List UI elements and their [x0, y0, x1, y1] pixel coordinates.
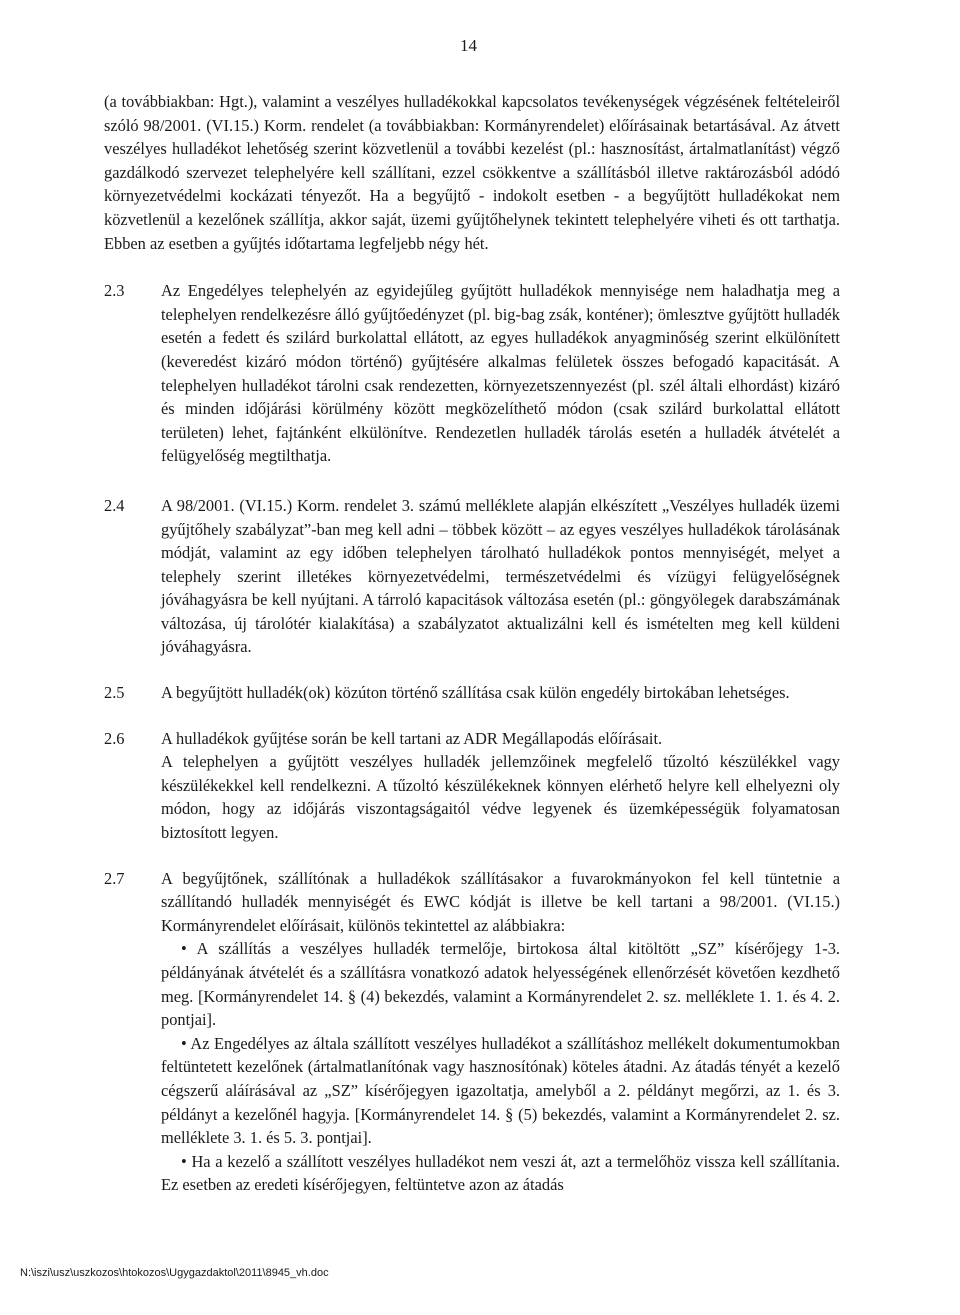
section-2-7 — [104, 867, 840, 1197]
section-number: 2.4 — [104, 495, 125, 515]
bullet-item — [161, 1150, 840, 1197]
bullet-item — [161, 937, 840, 1031]
section-number: 2.5 — [104, 683, 125, 703]
section-number: 2.7 — [104, 868, 125, 888]
intro-paragraph: (a továbbiakban: Hgt.), valamint a veszélyes hulladékokkal kapcsolatos tevékenységek végzésének feltételeiről szóló 98/2001. (VI.15.) Korm. rendelet (a továbbiakban: Kormányrendelet) előírásainak betartásával. Az átvett veszélyes hulladékot lehetőség szerint közvetlenül a további kezelést (pl.: hasznosítást, ártalmatlanítást) végző gazdálkodó szervezet telephelyére kell szállítani, ezzel csökkentve a szállításból illetve raktározásból adódó környezetvédelmi kockázati tényezőt. Ha a begyűjtő - indokolt esetben - a begyűjtött hulladékokat nem közvetlenül a kezelőnek szállítja, akkor saját, üzemi gyűjtőhelynek tekintett telephelyére viheti és ott tarthatja. Ebben az esetben a gyűjtés időtartama legfeljebb négy hét. — [104, 92, 840, 253]
section-number: 2.6 — [104, 728, 125, 748]
section-2-4 — [104, 494, 840, 659]
document-body — [104, 90, 840, 1197]
bullet-icon: • — [181, 939, 187, 959]
bullet-item — [161, 1032, 840, 1150]
section-paragraph: A 98/2001. (VI.15.) Korm. rendelet 3. számú melléklete alapján elkészített „Veszélyes hulladék üzemi gyűjtőhely szabályzat”-ban meg kell adni – többek között – az egyes veszélyes hulladékok tárolásának módját, valamint az egy időben telephelyen tárolható hulladékok pontos mennyiségét, melyet a telephely szerint illetékes környezetvédelmi, természetvédelmi és vízügyi felügyelőségnek jóváhagyásra be kell nyújtani. A tárroló kapacitások változása esetén (pl.: göngyölegek darabszámának változása, új tárolótér kialakítása) a szabályzatot aktualizálni kell és ismételten meg kell küldeni jóváhagyásra. — [161, 495, 840, 657]
section-number: 2.3 — [104, 281, 125, 301]
bullet-text: A szállítás a veszélyes hulladék termelője, birtokosa által kitöltött „SZ” kísérőjegy 1-3. példányának átvételét és a szállításra vonatkozó adatok helyességének ellenőrzését követően kezdhető meg. [Kormányrendelet 14. § (4) bekezdés, valamint a Kormányrendelet 2. sz. melléklete 1. 1. és 4. 2. pontjai]. — [161, 939, 840, 1030]
section-body — [161, 727, 840, 845]
section-paragraph: A begyűjtőnek, szállítónak a hulladékok szállításakor a fuvarokmányokon fel kell tüntetnie a szállítandó hulladék mennyiségét és EWC kódját is illetve be kell tartani a 98/2001. (VI.15.) Kormányrendelet előírásait, különös tekintettel az alábbiakra: — [161, 868, 840, 935]
section-body — [161, 867, 840, 1197]
section-body — [161, 681, 840, 705]
bullet-text: Ha a kezelő a szállított veszélyes hulladékot nem veszi át, azt a termelőhöz vissza kell szállítania. Ez esetben az eredeti kísérőjegyen, feltüntetve azon az átadás — [161, 1151, 841, 1195]
section-2-3 — [104, 279, 840, 468]
page-number: 14 — [460, 36, 477, 55]
bullet-icon: • — [181, 1033, 187, 1053]
section-body — [161, 494, 840, 659]
section-body — [161, 279, 840, 468]
footer-file-path: N:\iszi\usz\uszkozos\htokozos\Ugygazdaktol\2011\8945_vh.doc — [20, 1267, 329, 1279]
section-2-5 — [104, 681, 840, 705]
section-paragraph: A begyűjtött hulladék(ok) közúton történő szállítása csak külön engedély birtokában lehetséges. — [161, 683, 790, 703]
section-paragraph: A hulladékok gyűjtése során be kell tartani az ADR Megállapodás előírásait. — [161, 728, 663, 748]
section-paragraph: Az Engedélyes telephelyén az egyidejűleg gyűjtött hulladékok mennyisége nem haladhatja meg a telephelyen rendelkezésre álló gyűjtőedényzet (pl. big-bag zsák, konténer); ömlesztve gyűjtött hulladék esetén a fedett és szilárd burkolattal ellátott, az egyes hulladékok anyagminőség szerint elkülönített (keveredést kizáró módon történő) gyűjtésére alkalmas felületek összes befogadó kapacitását. A telephelyen hulladékot tárolni csak rendezetten, környezetszennyezést (pl. szél általi elhordást) kizáró és minden időjárási körülmény között megközelíthető módon (csak szilárd burkolattal ellátott területen) lehet, fajtánként elkülönítve. Rendezetlen hulladék tárolás esetén a hulladék átvételét a felügyelőség megtilthatja. — [161, 281, 840, 466]
section-paragraph: A telephelyen a gyűjtött veszélyes hulladék jellemzőinek megfelelő tűzoltó készülékkel vagy készülékekkel kell rendelkezni. A tűzoltó készülékeknek könnyen elérhető helyre kell elhelyezni oly módon, hogy az időjárás viszontagságaitól védve legyenek és üzemképességük folyamatosan biztosított legyen. — [161, 752, 840, 843]
bullet-text: Az Engedélyes az általa szállított veszélyes hulladékot a szállításhoz mellékelt dokumentumokban feltüntetett kezelőnek (ártalmatlanítónak vagy hasznosítónak) köteles átadni. Az átadás tényét a kezelő cégszerű aláírásával az „SZ” kísérőjegyen igazoltatja, amelyből a 2. példányt megőrzi, az 1. és 3. példányt a kezelőnél hagyja. [Kormányrendelet 14. § (5) bekezdés, valamint a Kormányrendelet 2. sz. melléklete 3. 1. és 5. 3. pontjai]. — [161, 1033, 840, 1148]
bullet-icon: • — [181, 1151, 187, 1171]
section-2-6 — [104, 727, 840, 845]
